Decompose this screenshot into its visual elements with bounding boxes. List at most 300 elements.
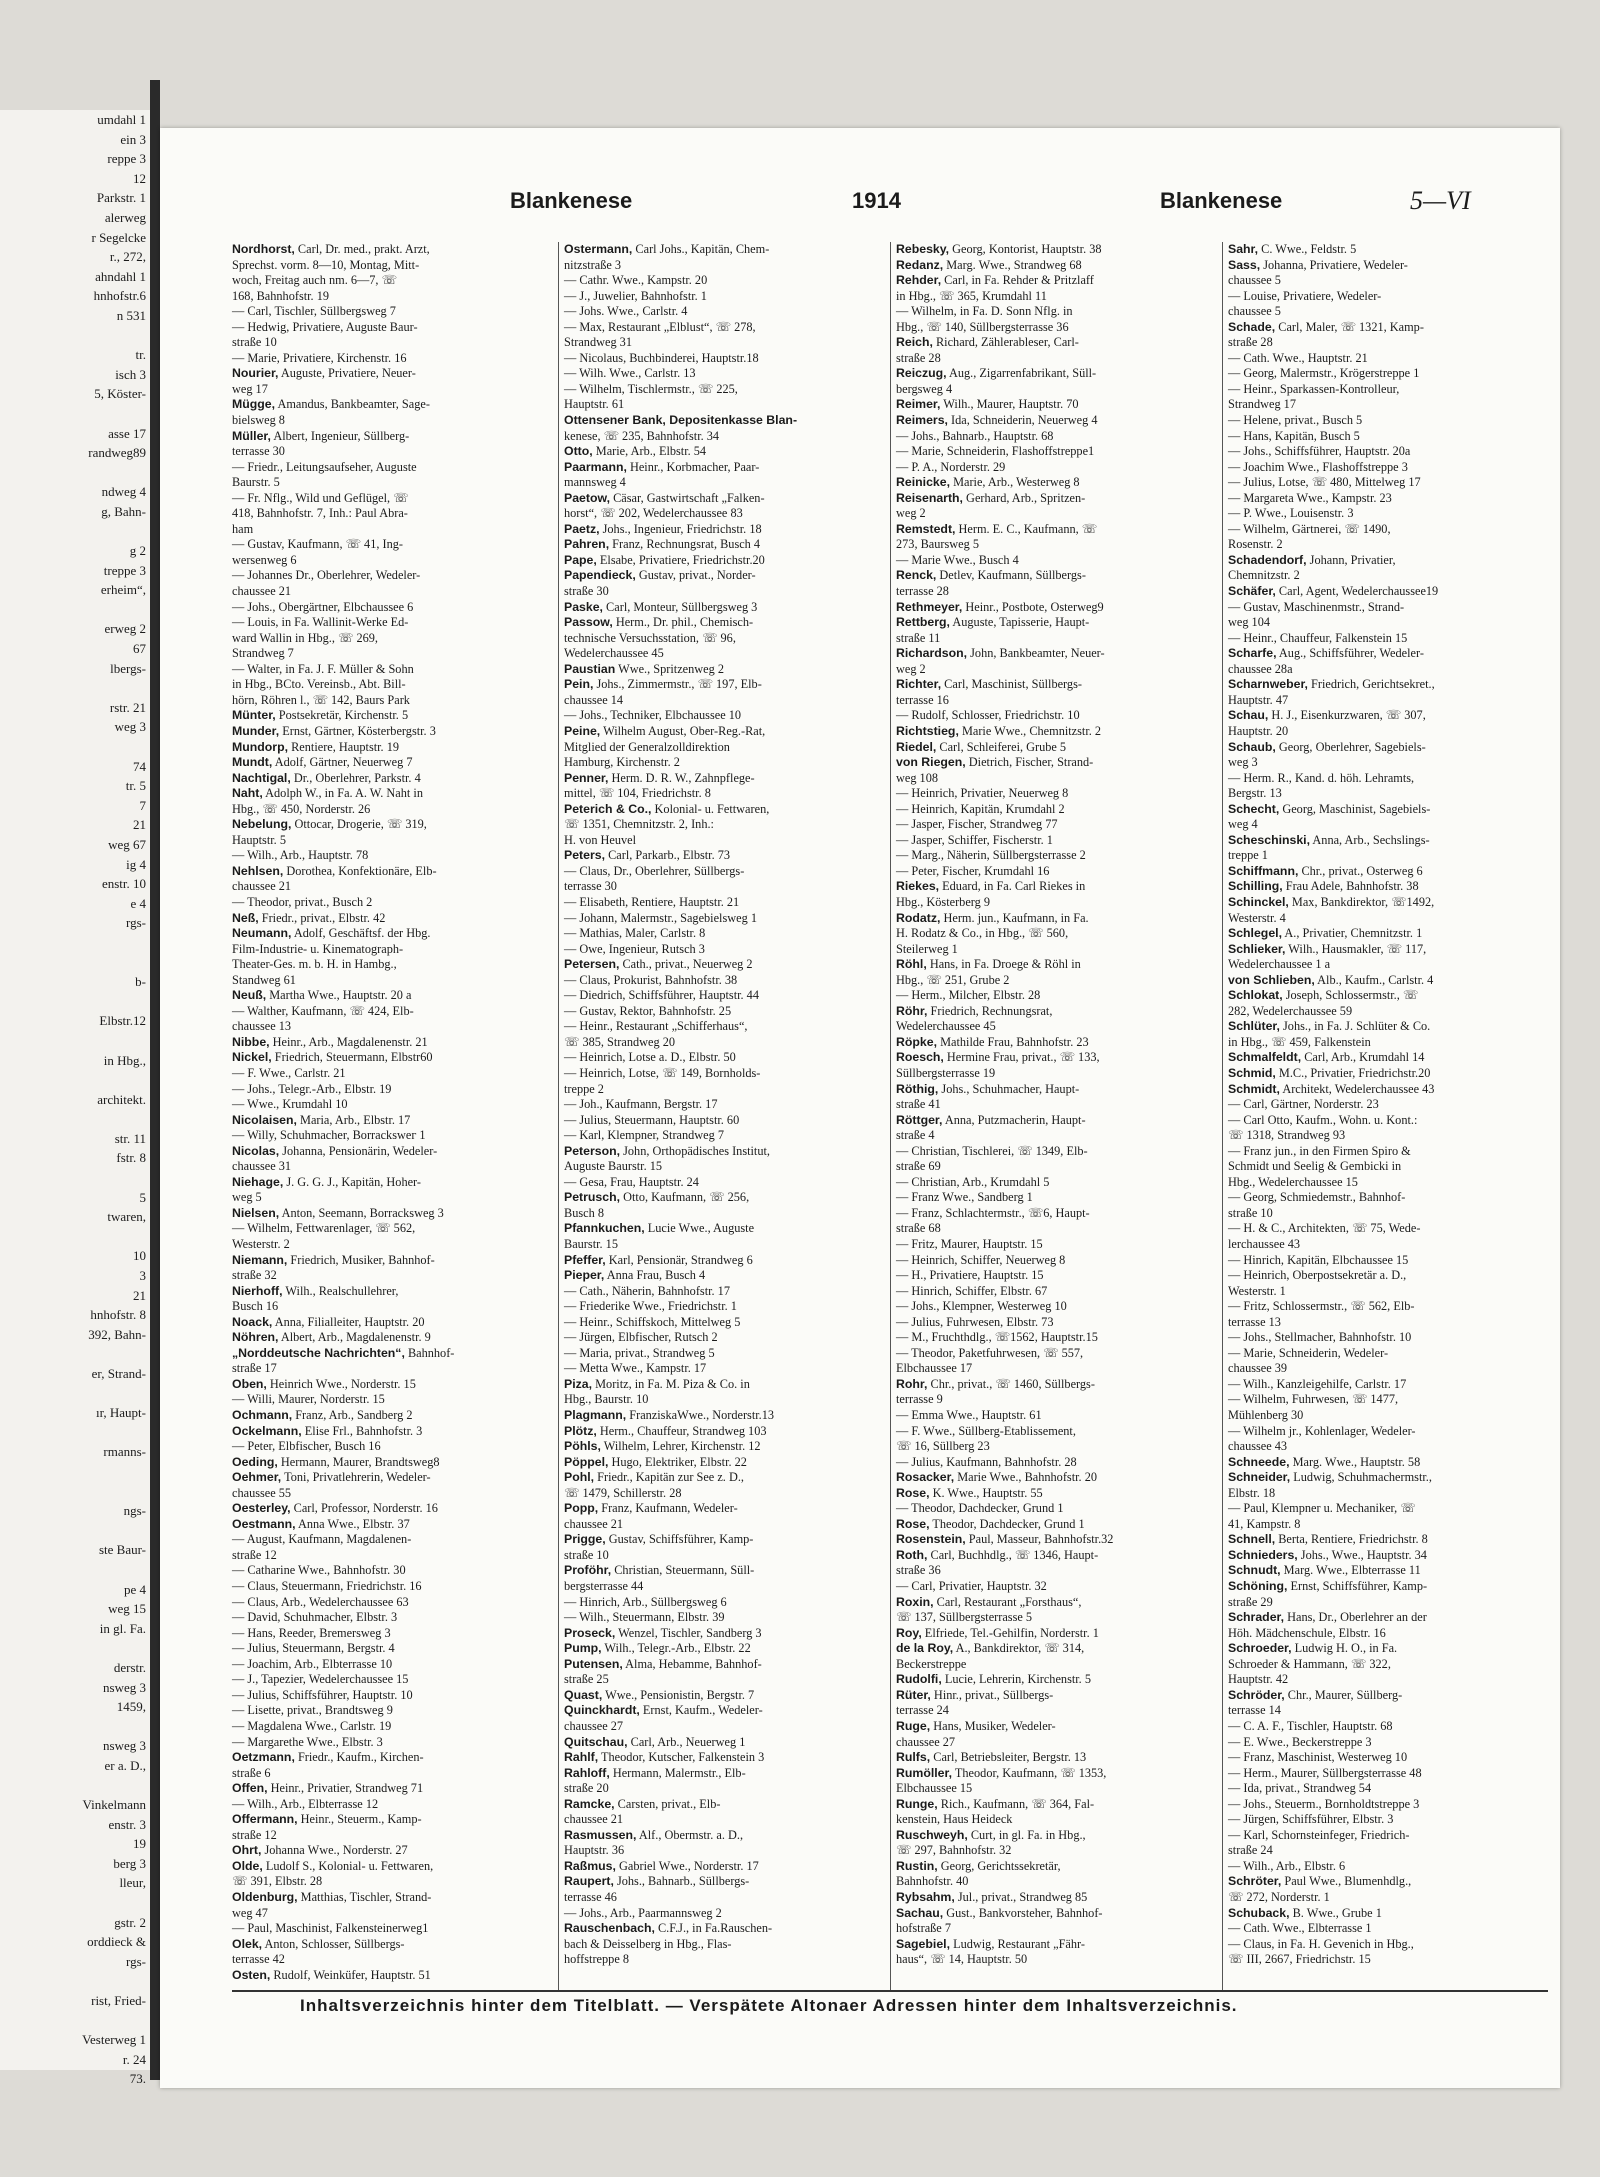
directory-entry-line bbox=[232, 646, 552, 662]
entry-detail: Hauptstr. 20 bbox=[1228, 723, 1289, 738]
entry-detail: Elbchaussee 15 bbox=[896, 1781, 973, 1796]
entry-detail: Ludwig, Schuhmachermstr., bbox=[1290, 1470, 1432, 1485]
directory-entry-line bbox=[896, 1019, 1216, 1035]
directory-entry-line bbox=[896, 957, 1216, 973]
entry-detail: in Hbg., ☏ 365, Krumdahl 11 bbox=[896, 288, 1047, 303]
directory-entry-line bbox=[564, 848, 884, 864]
entry-detail: ☏ 391, Elbstr. 28 bbox=[232, 1874, 323, 1889]
entry-detail: Ernst, Schiffsführer, Kamp- bbox=[1287, 1579, 1428, 1594]
left-fragment-line: treppe 3 bbox=[103, 562, 146, 578]
directory-entry-line bbox=[564, 1392, 884, 1408]
entry-detail: — Cath. Wwe., Elbterrasse 1 bbox=[1228, 1921, 1372, 1936]
left-fragment-line bbox=[0, 326, 150, 346]
entry-detail: — Marie, Schneiderin, Wedeler- bbox=[1228, 1345, 1389, 1360]
entry-detail: Westerstr. 2 bbox=[232, 1237, 290, 1251]
directory-page bbox=[160, 128, 1560, 2088]
entry-detail: Carl, Professor, Norderstr. 16 bbox=[290, 1501, 438, 1516]
directory-entry-line bbox=[896, 320, 1216, 336]
entry-detail: C.F.J., in Fa.Rauschen- bbox=[654, 1921, 773, 1936]
directory-entry-line bbox=[232, 771, 552, 787]
entry-detail: — Elisabeth, Rentiere, Hauptstr. 21 bbox=[564, 894, 740, 909]
entry-detail: — Franz, Maschinist, Westerweg 10 bbox=[1228, 1750, 1408, 1765]
left-fragment-line: r. 24 bbox=[122, 2051, 146, 2067]
entry-detail: Paul Wwe., Blumenhdlg., bbox=[1281, 1874, 1412, 1889]
entry-surname: Rehder, bbox=[896, 273, 942, 288]
entry-surname: Schiffmann, bbox=[1228, 863, 1299, 878]
directory-entry-line bbox=[564, 460, 884, 476]
entry-detail: Strandweg 7 bbox=[232, 646, 294, 661]
directory-entry-line bbox=[564, 1082, 884, 1098]
directory-entry-line bbox=[1228, 615, 1548, 631]
left-fragment-line: r Segelcke bbox=[91, 229, 146, 245]
entry-detail: weg 2 bbox=[896, 661, 926, 676]
directory-entry-line bbox=[896, 864, 1216, 880]
directory-entry-line bbox=[1228, 1703, 1548, 1719]
entry-detail: — Claus, Dr., Oberlehrer, Süllbergs- bbox=[564, 863, 745, 878]
entry-surname: Sachau, bbox=[896, 1905, 944, 1920]
entry-detail: Herm., Dr. phil., Chemisch- bbox=[612, 615, 754, 630]
entry-surname: Rettberg, bbox=[896, 615, 950, 630]
directory-entry-line bbox=[564, 1486, 884, 1502]
entry-detail: — Wilh., Arb., Elbterrasse 12 bbox=[232, 1796, 379, 1811]
entry-detail: — Wilhelm, Gärtnerei, ☏ 1490, bbox=[1228, 521, 1391, 536]
entry-detail: — E. Wwe., Beckerstreppe 3 bbox=[1228, 1734, 1372, 1749]
entry-surname: Nierhoff, bbox=[232, 1283, 283, 1298]
directory-entry-line bbox=[1228, 1486, 1548, 1502]
entry-detail: Sprechst. vorm. 8—10, Montag, Mitt- bbox=[232, 257, 420, 272]
book-gutter bbox=[150, 80, 160, 2080]
entry-detail: Hbg., Baurstr. 10 bbox=[564, 1392, 649, 1407]
entry-detail: — Emma Wwe., Hauptstr. 61 bbox=[896, 1408, 1042, 1423]
footer-rule bbox=[232, 1990, 1548, 1992]
directory-entry-line bbox=[232, 273, 552, 289]
entry-surname: Paetz, bbox=[564, 521, 600, 536]
entry-detail: — Wwe., Krumdahl 10 bbox=[232, 1097, 348, 1112]
directory-entry-line bbox=[564, 1703, 884, 1719]
entry-surname: Piza, bbox=[564, 1376, 593, 1391]
entry-surname: Pump, bbox=[564, 1641, 602, 1656]
directory-entry-line bbox=[1228, 444, 1548, 460]
entry-detail: — Heinrich, Privatier, Neuerweg 8 bbox=[896, 786, 1069, 801]
entry-surname: Schröter, bbox=[1228, 1874, 1282, 1889]
directory-entry-line bbox=[1228, 1330, 1548, 1346]
entry-surname: Nehlsen, bbox=[232, 863, 284, 878]
entry-detail: Elsabe, Privatiere, Friedrichstr.20 bbox=[596, 552, 765, 567]
directory-entry-line bbox=[1228, 1175, 1548, 1191]
directory-entry-line bbox=[896, 1532, 1216, 1548]
entry-surname: Pöhls, bbox=[564, 1439, 601, 1454]
entry-detail: Hermann, Maurer, Brandtsweg8 bbox=[277, 1454, 440, 1469]
entry-detail: Heinr., Arb., Magdalenenstr. 21 bbox=[269, 1034, 428, 1049]
entry-detail: hörn, Röhren l., ☏ 142, Baurs Park bbox=[232, 692, 410, 707]
entry-detail: Chr., Maurer, Süllberg- bbox=[1284, 1687, 1403, 1702]
left-fragment-line: erweg 2 bbox=[104, 621, 146, 637]
entry-detail: Dorothea, Konfektionäre, Elb- bbox=[283, 863, 437, 878]
entry-detail: — Theodor, privat., Busch 2 bbox=[232, 894, 373, 909]
entry-detail: Johann, Privatier, bbox=[1306, 552, 1396, 567]
entry-detail: — Johs., Klempner, Westerweg 10 bbox=[896, 1299, 1067, 1314]
entry-surname: Nebelung, bbox=[232, 817, 292, 832]
directory-entry-line bbox=[564, 1859, 884, 1875]
directory-entry-line bbox=[564, 1408, 884, 1424]
entry-detail: — Friederike Wwe., Friedrichstr. 1 bbox=[564, 1299, 737, 1314]
directory-entry-line bbox=[564, 942, 884, 958]
left-fragment-line: randweg89 bbox=[88, 445, 146, 461]
left-fragment-line bbox=[0, 1521, 150, 1541]
directory-entry-line bbox=[896, 1346, 1216, 1362]
entry-detail: Friedr., Kapitän zur See z. D., bbox=[594, 1470, 744, 1485]
directory-entry-line bbox=[896, 817, 1216, 833]
left-fragment-line: 74 bbox=[133, 758, 146, 774]
entry-detail: Herm. E. C., Kaufmann, ☏ bbox=[955, 521, 1098, 536]
directory-entry-line bbox=[896, 1299, 1216, 1315]
entry-detail: Busch 8 bbox=[564, 1205, 604, 1220]
entry-detail: — Claus, in Fa. H. Gevenich in Hbg., bbox=[1228, 1936, 1414, 1951]
entry-detail: — Karl, Klempner, Strandweg 7 bbox=[564, 1128, 725, 1143]
entry-detail: — Marie Wwe., Busch 4 bbox=[896, 552, 1019, 567]
entry-surname: Scharfe, bbox=[1228, 646, 1277, 661]
entry-detail: — Carl Otto, Kaufm., Wohn. u. Kont.: bbox=[1228, 1112, 1418, 1127]
entry-surname: Offen, bbox=[232, 1781, 268, 1796]
entry-detail: Ottocar, Drogerie, ☏ 319, bbox=[291, 817, 427, 832]
entry-detail: weg 4 bbox=[1228, 817, 1258, 832]
entry-surname: Rybsahm, bbox=[896, 1889, 955, 1904]
directory-entry-line bbox=[232, 506, 552, 522]
entry-surname: Plötz, bbox=[564, 1423, 597, 1438]
directory-entry-line bbox=[564, 1626, 884, 1642]
entry-detail: — Jürgen, Schiffsführer, Elbstr. 3 bbox=[1228, 1812, 1394, 1827]
entry-detail: Film-Industrie- u. Kinematograph- bbox=[232, 941, 404, 956]
directory-entry-line bbox=[232, 864, 552, 880]
directory-entry-line bbox=[564, 1299, 884, 1315]
entry-detail: — Margareta Wwe., Kampstr. 23 bbox=[1228, 490, 1392, 505]
entry-detail: chaussee 21 bbox=[232, 584, 292, 599]
directory-entry-line bbox=[1228, 1579, 1548, 1595]
entry-surname: Ockelmann, bbox=[232, 1423, 302, 1438]
directory-entry-line bbox=[564, 1190, 884, 1206]
left-fragment-line: 7 bbox=[139, 797, 146, 813]
left-fragment-line: berg 3 bbox=[113, 1855, 146, 1871]
entry-surname: Quinckhardt, bbox=[564, 1703, 640, 1718]
entry-detail: — Paul, Maschinist, Falkensteinerweg1 bbox=[232, 1921, 429, 1936]
entry-detail: chaussee 13 bbox=[232, 1019, 292, 1034]
entry-detail: Theodor, Kaufmann, ☏ 1353, bbox=[952, 1765, 1107, 1780]
left-fragment-line: in Hbg., bbox=[103, 1052, 146, 1068]
directory-entry-line bbox=[1228, 242, 1548, 258]
entry-detail: Bergstr. 13 bbox=[1228, 786, 1282, 801]
directory-entry-line bbox=[1228, 1408, 1548, 1424]
directory-entry-line bbox=[564, 1890, 884, 1906]
entry-detail: — Hinrich, Kapitän, Elbchaussee 15 bbox=[1228, 1252, 1409, 1267]
entry-detail: — Fritz, Maurer, Hauptstr. 15 bbox=[896, 1237, 1043, 1251]
entry-surname: Prigge, bbox=[564, 1532, 606, 1547]
directory-entry-line bbox=[896, 553, 1216, 569]
entry-surname: Niemann, bbox=[232, 1252, 288, 1267]
entry-detail: Hbg., ☏ 140, Süllbergsterrasse 36 bbox=[896, 319, 1069, 334]
directory-entry-line bbox=[1228, 662, 1548, 678]
entry-surname: Papendieck, bbox=[564, 568, 636, 583]
directory-entry-line bbox=[564, 1579, 884, 1595]
entry-surname: Schecht, bbox=[1228, 801, 1280, 816]
entry-surname: Nachtigal, bbox=[232, 770, 291, 785]
entry-detail: Kolonial- u. Fettwaren, bbox=[651, 801, 770, 816]
column-4 bbox=[1228, 242, 1548, 1990]
directory-entry-line bbox=[564, 1144, 884, 1160]
entry-detail: — Willy, Schuhmacher, Borrackswег 1 bbox=[232, 1128, 426, 1143]
directory-entry-line bbox=[564, 724, 884, 740]
entry-detail: Heinr., Privatier, Strandweg 71 bbox=[267, 1781, 424, 1796]
entry-surname: Nordhorst, bbox=[232, 242, 295, 256]
entry-detail: — Julius, Schiffsführer, Hauptstr. 10 bbox=[232, 1687, 413, 1702]
entry-surname: Peterson, bbox=[564, 1143, 621, 1158]
left-fragment-line: r., 272, bbox=[109, 249, 146, 265]
directory-entry-line bbox=[896, 537, 1216, 553]
directory-entry-line bbox=[232, 1672, 552, 1688]
entry-detail: — Wilhelm jr., Kohlenlager, Wedeler- bbox=[1228, 1423, 1416, 1438]
entry-detail: — Carl, Gärtner, Norderstr. 23 bbox=[1228, 1097, 1379, 1112]
entry-detail: Paul, Masseur, Bahnhofstr.32 bbox=[965, 1532, 1114, 1547]
entry-detail: Hbg., ☏ 251, Grube 2 bbox=[896, 972, 1010, 987]
entry-detail: Cath., privat., Neuerweg 2 bbox=[619, 957, 753, 972]
left-fragment-line: weg 3 bbox=[114, 719, 146, 735]
left-fragment-line: rmanns- bbox=[103, 1444, 146, 1460]
directory-entry-line bbox=[1228, 1843, 1548, 1859]
directory-entry-line bbox=[1228, 1190, 1548, 1206]
directory-entry-line bbox=[232, 615, 552, 631]
directory-entry-line bbox=[564, 1284, 884, 1300]
directory-entry-line bbox=[896, 1688, 1216, 1704]
entry-detail: chaussee 21 bbox=[564, 1812, 624, 1827]
entry-surname: Schnieders, bbox=[1228, 1547, 1298, 1562]
entry-surname: von Riegen, bbox=[896, 755, 966, 770]
entry-detail: — August, Kaufmann, Magdalenen- bbox=[232, 1532, 412, 1547]
directory-entry-line bbox=[1228, 1221, 1548, 1237]
entry-detail: — Wilhelm, Tischlermstr., ☏ 225, bbox=[564, 381, 738, 396]
entry-detail: — H., Privatiere, Hauptstr. 15 bbox=[896, 1268, 1044, 1283]
directory-entry-line bbox=[1228, 724, 1548, 740]
entry-surname: de la Roy, bbox=[896, 1641, 954, 1656]
entry-surname: Schlokat, bbox=[1228, 988, 1283, 1003]
directory-entry-line bbox=[564, 662, 884, 678]
left-fragment-line: er, Strand- bbox=[91, 1366, 146, 1381]
entry-detail: Wilhelm August, Ober-Reg.-Rat, bbox=[600, 723, 766, 738]
directory-entry-line bbox=[896, 1843, 1216, 1859]
entry-surname: Ruschweyh, bbox=[896, 1827, 968, 1842]
entry-detail: M.C., Privatier, Friedrichstr.20 bbox=[1275, 1065, 1431, 1080]
entry-detail: Hbg., Kösterberg 9 bbox=[896, 894, 991, 909]
left-fragment-line: gstr. 2 bbox=[114, 1914, 146, 1930]
entry-surname: Peters, bbox=[564, 848, 606, 863]
directory-entry-line bbox=[1228, 786, 1548, 802]
entry-detail: 273, Baursweg 5 bbox=[896, 537, 979, 552]
entry-detail: — Johs., Bahnarb., Hauptstr. 68 bbox=[896, 428, 1054, 443]
left-fragment-line: 12 bbox=[133, 170, 146, 186]
directory-entry-line bbox=[1228, 553, 1548, 569]
directory-entry-line bbox=[896, 1719, 1216, 1735]
entry-detail: — M., Fruchthdlg., ☏1562, Hauptstr.15 bbox=[896, 1330, 1098, 1345]
entry-surname: Nickel, bbox=[232, 1050, 272, 1065]
directory-entry-line bbox=[1228, 1050, 1548, 1066]
entry-detail: straße 10 bbox=[1228, 1205, 1273, 1220]
left-page-fragment bbox=[0, 110, 150, 2087]
directory-entry-line bbox=[232, 708, 552, 724]
directory-entry-line bbox=[1228, 1610, 1548, 1626]
entry-detail: — Max, Restaurant „Elblust“, ☏ 278, bbox=[564, 319, 756, 334]
directory-entry-line bbox=[564, 584, 884, 600]
directory-entry-line bbox=[232, 1346, 552, 1362]
entry-detail: Moritz, in Fa. M. Piza & Co. in bbox=[592, 1376, 750, 1391]
directory-entry-line bbox=[1228, 1346, 1548, 1362]
entry-detail: — Theodor, Dachdecker, Grund 1 bbox=[896, 1501, 1064, 1516]
directory-entry-line bbox=[896, 1113, 1216, 1129]
left-fragment-line bbox=[0, 1168, 150, 1188]
entry-detail: Bahnhofstr. 40 bbox=[896, 1874, 969, 1889]
directory-entry-line bbox=[896, 1657, 1216, 1673]
directory-entry-line bbox=[564, 926, 884, 942]
entry-detail: terrasse 46 bbox=[564, 1889, 617, 1904]
entry-detail: — Hans, Reeder, Bremersweg 3 bbox=[232, 1625, 391, 1640]
entry-detail: terrasse 42 bbox=[232, 1952, 285, 1967]
entry-detail: straße 69 bbox=[896, 1159, 941, 1174]
directory-entry-line bbox=[1228, 1501, 1548, 1517]
header-year: 1914 bbox=[852, 188, 901, 213]
entry-surname: Scheschinski, bbox=[1228, 832, 1311, 847]
entry-detail: Aug., Schiffsführer, Wedeler- bbox=[1276, 646, 1424, 661]
directory-entry-line bbox=[1228, 351, 1548, 367]
entry-surname: Paetow, bbox=[564, 490, 611, 505]
directory-entry-line bbox=[896, 584, 1216, 600]
entry-detail: Hans, Dr., Oberlehrer an der bbox=[1284, 1610, 1427, 1625]
entry-surname: Reimer, bbox=[896, 397, 941, 412]
entry-surname: Roxin, bbox=[896, 1594, 934, 1609]
entry-detail: Alb., Kaufm., Carlstr. 4 bbox=[1314, 972, 1434, 987]
directory-entry-line bbox=[1228, 460, 1548, 476]
entry-surname: Mundt, bbox=[232, 755, 273, 770]
entry-surname: „Norddeutsche Nachrichten“, bbox=[232, 1345, 405, 1360]
directory-entry-line bbox=[1228, 1874, 1548, 1890]
left-fragment-line bbox=[0, 1482, 150, 1502]
left-fragment-line: twaren, bbox=[107, 1209, 146, 1225]
entry-detail: Auguste, Tapisserie, Haupt- bbox=[949, 615, 1090, 630]
directory-entry-line bbox=[1228, 1672, 1548, 1688]
entry-detail: — Heinrich, Oberpostsekretär a. D., bbox=[1228, 1268, 1407, 1283]
entry-detail: A., Bankdirektor, ☏ 314, bbox=[953, 1641, 1085, 1656]
entry-surname: Oeding, bbox=[232, 1454, 278, 1469]
directory-entry-line bbox=[1228, 1082, 1548, 1098]
entry-detail: — Ida, privat., Strandweg 54 bbox=[1228, 1781, 1372, 1796]
directory-entry-line bbox=[1228, 848, 1548, 864]
left-fragment-line bbox=[0, 1971, 150, 1991]
directory-entry-line bbox=[896, 1315, 1216, 1331]
directory-entry-line bbox=[232, 413, 552, 429]
column-divider bbox=[1222, 242, 1223, 1990]
entry-detail: — Julius, Lotse, ☏ 480, Mittelweg 17 bbox=[1228, 475, 1421, 490]
directory-entry-line bbox=[1228, 1377, 1548, 1393]
directory-entry-line bbox=[896, 1377, 1216, 1393]
directory-entry-line bbox=[232, 460, 552, 476]
directory-entry-line bbox=[232, 1968, 552, 1984]
entry-detail: bielsweg 8 bbox=[232, 413, 285, 428]
entry-surname: Pöppel, bbox=[564, 1454, 609, 1469]
directory-entry-line bbox=[896, 460, 1216, 476]
directory-entry-line bbox=[564, 397, 884, 413]
directory-entry-line bbox=[232, 1206, 552, 1222]
directory-entry-line bbox=[564, 1750, 884, 1766]
directory-entry-line bbox=[1228, 1299, 1548, 1315]
left-fragment-line: architekt. bbox=[97, 1091, 146, 1107]
entry-surname: Rudolfi, bbox=[896, 1672, 942, 1687]
directory-entry-line bbox=[232, 1657, 552, 1673]
entry-detail: bergsweg 4 bbox=[896, 381, 953, 396]
directory-entry-line bbox=[232, 1688, 552, 1704]
directory-entry-line bbox=[232, 1066, 552, 1082]
entry-detail: Anna, Putzmacherin, Haupt- bbox=[942, 1112, 1086, 1127]
directory-entry-line bbox=[1228, 1004, 1548, 1020]
directory-entry-line bbox=[1228, 1517, 1548, 1533]
entry-surname: Neuß, bbox=[232, 988, 267, 1003]
directory-entry-line bbox=[564, 693, 884, 709]
directory-entry-line bbox=[1228, 273, 1548, 289]
directory-entry-line bbox=[232, 1766, 552, 1782]
entry-surname: Oben, bbox=[232, 1376, 267, 1391]
left-fragment-line: ndweg 4 bbox=[101, 484, 146, 500]
entry-detail: straße 4 bbox=[896, 1128, 935, 1143]
entry-detail: — Heinrich, Schiffer, Neuerweg 8 bbox=[896, 1252, 1066, 1267]
directory-entry-line bbox=[232, 1610, 552, 1626]
directory-entry-line bbox=[1228, 911, 1548, 927]
entry-detail: — Julius, Steuermann, Hauptstr. 60 bbox=[564, 1112, 740, 1127]
entry-detail: — Gustav, Kaufmann, ☏ 41, Ing- bbox=[232, 537, 403, 552]
directory-entry-line bbox=[1228, 1424, 1548, 1440]
directory-entry-line bbox=[232, 258, 552, 274]
entry-detail: H. von Heuvel bbox=[564, 832, 637, 847]
directory-entry-line bbox=[564, 1346, 884, 1362]
entry-detail: — Christian, Tischlerei, ☏ 1349, Elb- bbox=[896, 1143, 1088, 1158]
entry-detail: — Heinrich, Lotse a. D., Elbstr. 50 bbox=[564, 1050, 736, 1065]
entry-surname: Oestmann, bbox=[232, 1516, 296, 1531]
entry-detail: Mitglied der Generalzolldirektion bbox=[564, 739, 730, 754]
directory-entry-line bbox=[896, 615, 1216, 631]
entry-detail: Carl, Agent, Wedelerchaussee19 bbox=[1275, 584, 1439, 599]
entry-surname: Ohrt, bbox=[232, 1843, 262, 1858]
entry-detail: terrasse 30 bbox=[564, 879, 617, 894]
directory-entry-line bbox=[1228, 1595, 1548, 1611]
directory-entry-line bbox=[1228, 413, 1548, 429]
entry-detail: straße 25 bbox=[564, 1672, 609, 1687]
entry-detail: Toni, Privatlehrerin, Wedeler- bbox=[281, 1470, 431, 1485]
entry-detail: mannsweg 4 bbox=[564, 475, 626, 490]
entry-detail: Rich., Kaufmann, ☏ 364, Fal- bbox=[937, 1796, 1095, 1811]
entry-detail: Johanna, Pensionärin, Wedeler- bbox=[279, 1143, 438, 1158]
entry-detail: ☏ 16, Süllberg 23 bbox=[896, 1439, 990, 1454]
entry-detail: Hans, Musiker, Wedeler- bbox=[930, 1718, 1056, 1733]
directory-entry-line bbox=[232, 1361, 552, 1377]
directory-entry-line bbox=[564, 771, 884, 787]
directory-entry-line bbox=[564, 1610, 884, 1626]
entry-surname: Oldenburg, bbox=[232, 1889, 298, 1904]
entry-detail: Strandweg 31 bbox=[564, 335, 632, 350]
entry-surname: Paustian bbox=[564, 661, 616, 676]
entry-detail: — Johs. Wwe., Carlstr. 4 bbox=[564, 304, 688, 319]
directory-entry-line bbox=[896, 973, 1216, 989]
entry-surname: Pein, bbox=[564, 677, 594, 692]
entry-detail: — Claus, Prokurist, Bahnhofstr. 38 bbox=[564, 972, 738, 987]
entry-detail: Albert, Arb., Magdalenenstr. 9 bbox=[278, 1330, 431, 1345]
entry-detail: Wwe., Pensionistin, Bergstr. 7 bbox=[602, 1687, 755, 1702]
entry-detail: Elbchaussee 17 bbox=[896, 1361, 973, 1376]
directory-entry-line bbox=[1228, 600, 1548, 616]
entry-surname: Ostermann, bbox=[564, 242, 633, 256]
